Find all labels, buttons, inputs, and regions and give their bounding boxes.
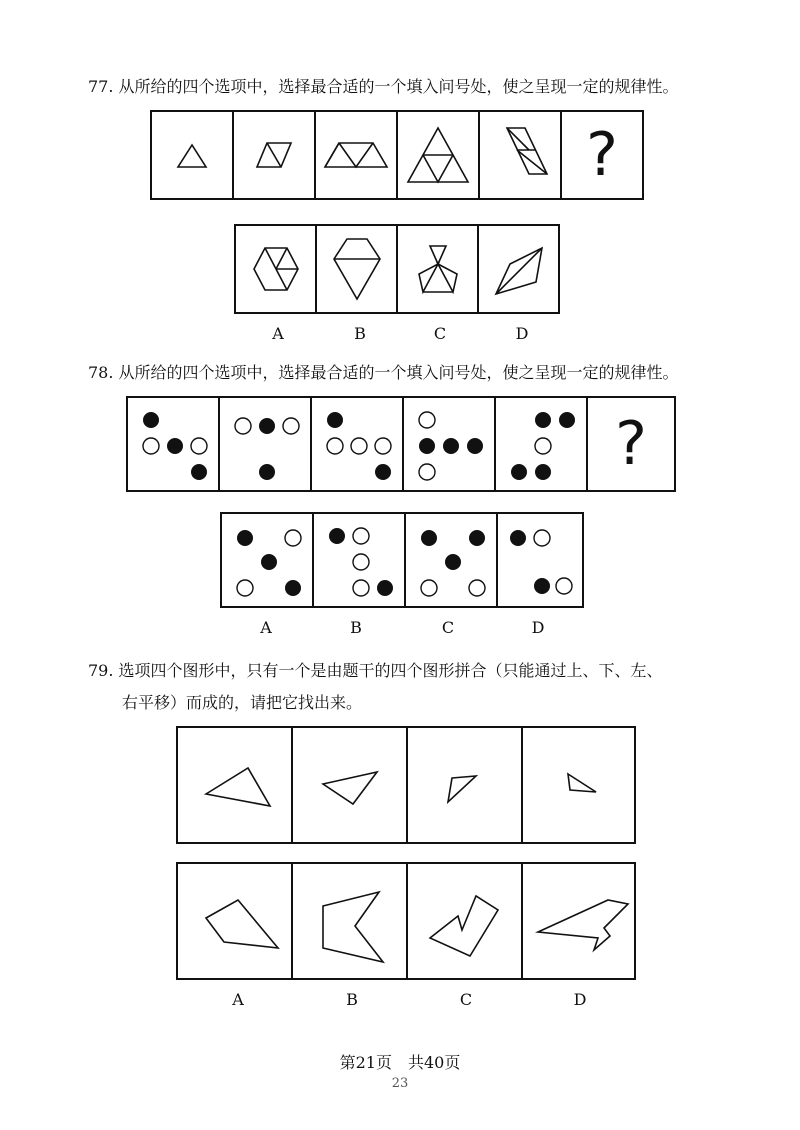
page-footer: 第21页 共40页	[339, 1053, 461, 1072]
q77-cell-5	[480, 112, 562, 198]
three-triangles-figure	[403, 234, 473, 304]
question-text-line1: 选项四个图形中，只有一个是由题干的四个图形拼合（只能通过上、下、左、	[118, 661, 663, 680]
quadrilateral-option-a	[180, 866, 290, 976]
page-number: 23	[391, 1076, 409, 1091]
q77-option-c[interactable]	[398, 226, 479, 312]
q79-stem-2	[293, 728, 408, 842]
q78-option-b[interactable]	[314, 514, 406, 606]
q77-label-d: D	[515, 324, 529, 343]
rhombus-split-figure	[484, 234, 554, 304]
triangle-piece-2	[295, 730, 405, 840]
dots-figure-2	[223, 402, 307, 486]
question-mark: ?	[586, 120, 618, 190]
q78-label-a: A	[260, 618, 272, 637]
q78-label-c: C	[441, 618, 455, 637]
triangle-piece-4	[524, 730, 634, 840]
trapezoid-figure	[317, 125, 395, 185]
q78-cell-question	[588, 398, 674, 490]
dots-figure-3	[315, 402, 399, 486]
q77-label-b: B	[354, 324, 366, 343]
q78-cell-4	[404, 398, 496, 490]
q77-option-a[interactable]	[236, 226, 317, 312]
small-triangle-figure	[162, 125, 222, 185]
q77-cell-1	[152, 112, 234, 198]
q79-option-a[interactable]	[178, 864, 293, 978]
q79-stem-row	[176, 726, 636, 844]
arrow-shape-option-b	[295, 866, 405, 976]
q78-options-row	[220, 512, 584, 608]
q78-sequence-row	[126, 396, 676, 492]
dots-figure-5	[499, 402, 583, 486]
q78-cell-3	[312, 398, 404, 490]
q79-stem-1	[178, 728, 293, 842]
q77-option-d[interactable]	[479, 226, 558, 312]
dots-option-b	[317, 518, 401, 602]
dots-option-a	[225, 518, 309, 602]
q79-label-d: D	[573, 990, 587, 1009]
question-79	[88, 656, 663, 686]
question-79-line2	[122, 688, 362, 718]
q79-label-a: A	[232, 990, 244, 1009]
q79-label-c: C	[459, 990, 473, 1009]
question-text: 从所给的四个选项中，选择最合适的一个填入问号处，使之呈现一定的规律性。	[118, 77, 679, 96]
parallelogram-figure	[239, 125, 309, 185]
hook-shape-option-c	[410, 866, 520, 976]
q78-option-d[interactable]	[498, 514, 582, 606]
q78-cell-1	[128, 398, 220, 490]
rhombus-figure	[485, 120, 555, 190]
q77-sequence-row	[150, 110, 644, 200]
q79-option-c[interactable]	[408, 864, 523, 978]
large-triangle-figure	[399, 120, 477, 190]
q78-label-d: D	[531, 618, 545, 637]
q77-label-c: C	[433, 324, 447, 343]
q78-option-c[interactable]	[406, 514, 498, 606]
dots-option-c	[409, 518, 493, 602]
q78-cell-2	[220, 398, 312, 490]
dots-option-d	[498, 518, 582, 602]
dots-figure-4	[407, 402, 491, 486]
question-number: 79.	[88, 661, 114, 680]
question-mark: ?	[615, 409, 647, 479]
question-number: 78.	[88, 363, 114, 382]
dots-figure-1	[131, 402, 215, 486]
q77-cell-2	[234, 112, 316, 198]
q79-option-d[interactable]	[523, 864, 634, 978]
q79-option-b[interactable]	[293, 864, 408, 978]
q77-cell-3	[316, 112, 398, 198]
question-text: 从所给的四个选项中，选择最合适的一个填入问号处，使之呈现一定的规律性。	[118, 363, 679, 382]
question-77	[88, 72, 679, 102]
q77-options-row	[234, 224, 560, 314]
triangle-piece-3	[410, 730, 520, 840]
jagged-shape-option-d	[524, 866, 634, 976]
q77-label-a: A	[272, 324, 284, 343]
q79-label-b: B	[346, 990, 358, 1009]
q78-option-a[interactable]	[222, 514, 314, 606]
q77-cell-4	[398, 112, 480, 198]
kite-figure	[322, 231, 392, 307]
q79-stem-4	[523, 728, 634, 842]
triangle-piece-1	[180, 730, 290, 840]
q78-label-b: B	[350, 618, 362, 637]
q78-cell-5	[496, 398, 588, 490]
q79-stem-3	[408, 728, 523, 842]
question-number: 77.	[88, 77, 114, 96]
hexagon-figure	[241, 234, 311, 304]
q79-options-row	[176, 862, 636, 980]
question-78	[88, 358, 679, 388]
q77-cell-question	[562, 112, 642, 198]
question-text-line2: 右平移）而成的，请把它找出来。	[122, 693, 363, 712]
q77-option-b[interactable]	[317, 226, 398, 312]
